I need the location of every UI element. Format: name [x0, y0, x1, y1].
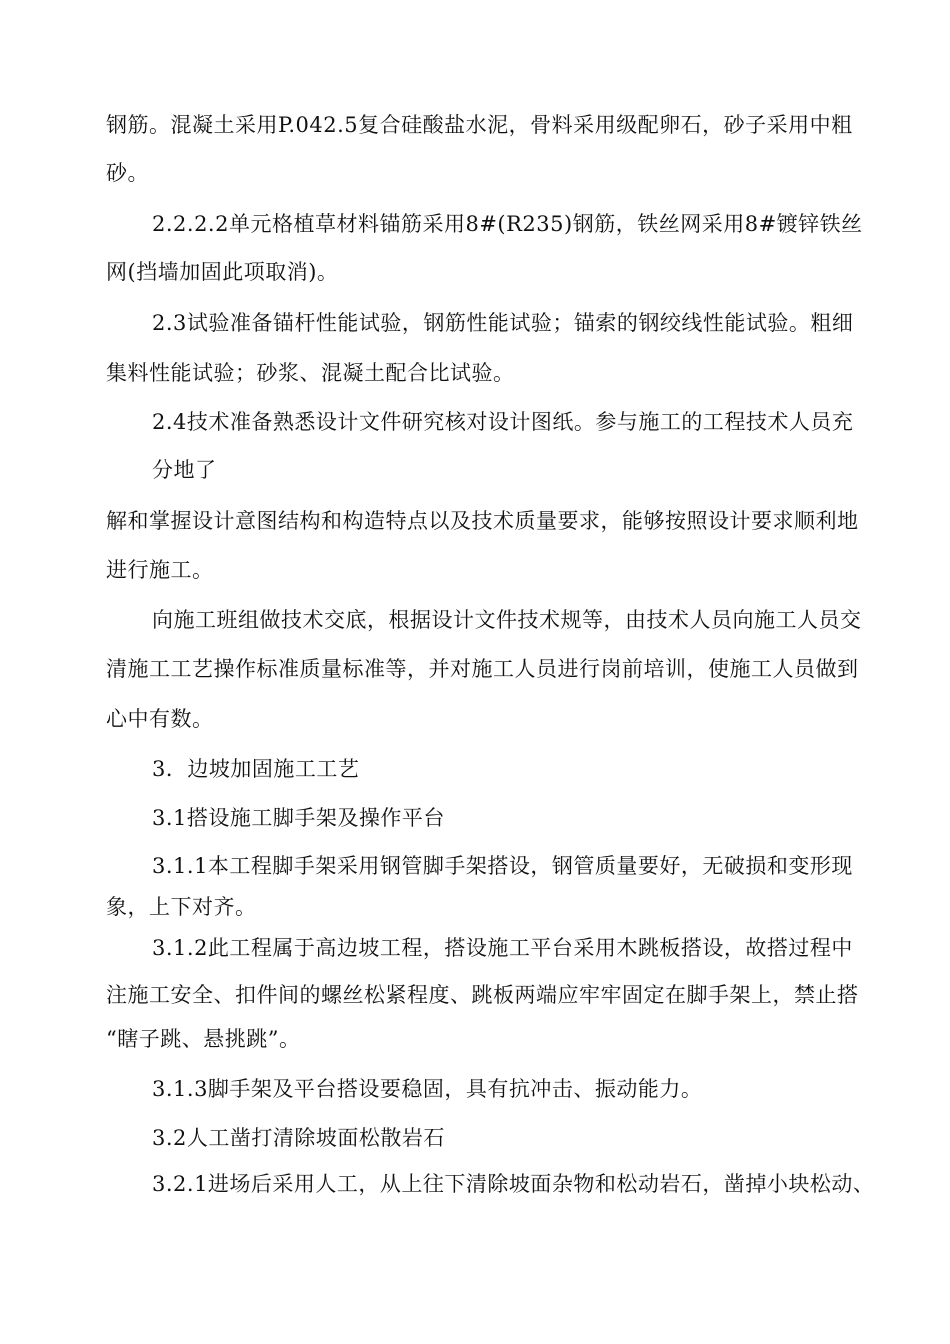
text-line: 分地了 [152, 458, 217, 482]
subsection-heading: 3.1搭设施工脚手架及操作平台 [152, 806, 445, 830]
text-line: 解和掌握设计意图结构和构造特点以及技术质量要求，能够按照设计要求顺利地 [106, 509, 859, 533]
text-line: 进行施工。 [106, 558, 214, 582]
subsection-heading: 3.2人工凿打清除坡面松散岩石 [152, 1126, 445, 1150]
section-heading: 3．边坡加固施工工艺 [152, 757, 360, 781]
text-line: “瞎子跳、悬挑跳”。 [106, 1027, 301, 1051]
text-line: 3.1.2此工程属于高边坡工程，搭设施工平台采用木跳板搭设，故搭过程中 [152, 936, 853, 960]
text-line: 3.1.1本工程脚手架采用钢管脚手架搭设，钢管质量要好，无破损和变形现 [152, 854, 853, 878]
text-line: 网(挡墙加固此项取消)。 [106, 260, 339, 284]
text-line: 2.3试验准备锚杆性能试验，钢筋性能试验；锚索的钢绞线性能试验。粗细 [152, 311, 854, 335]
text-line: 2.2.2.2单元格植草材料锚筋采用8#(R235)钢筋，铁丝网采用8#镀锌铁丝 [152, 212, 863, 236]
text-line: 象，上下对齐。 [106, 895, 257, 919]
text-line: 钢筋。混凝土采用P.042.5复合硅酸盐水泥，骨料采用级配卵石，砂子采用中粗 [106, 113, 853, 137]
text-line: 3.2.1进场后采用人工，从上往下清除坡面杂物和松动岩石，凿掉小块松动、 [152, 1172, 875, 1196]
text-line: 3.1.3脚手架及平台搭设要稳固，具有抗冲击、振动能力。 [152, 1077, 703, 1101]
text-line: 心中有数。 [106, 707, 214, 731]
text-line: 清施工工艺操作标准质量标准等，并对施工人员进行岗前培训，使施工人员做到 [106, 657, 859, 681]
text-line: 砂。 [106, 161, 149, 185]
text-line: 注施工安全、扣件间的螺丝松紧程度、跳板两端应牢牢固定在脚手架上，禁止搭 [106, 983, 859, 1007]
text-line: 集料性能试验；砂浆、混凝土配合比试验。 [106, 361, 515, 385]
text-line: 2.4技术准备熟悉设计文件研究核对设计图纸。参与施工的工程技术人员充 [152, 410, 854, 434]
text-line: 向施工班组做技术交底，根据设计文件技术规等，由技术人员向施工人员交 [152, 608, 862, 632]
